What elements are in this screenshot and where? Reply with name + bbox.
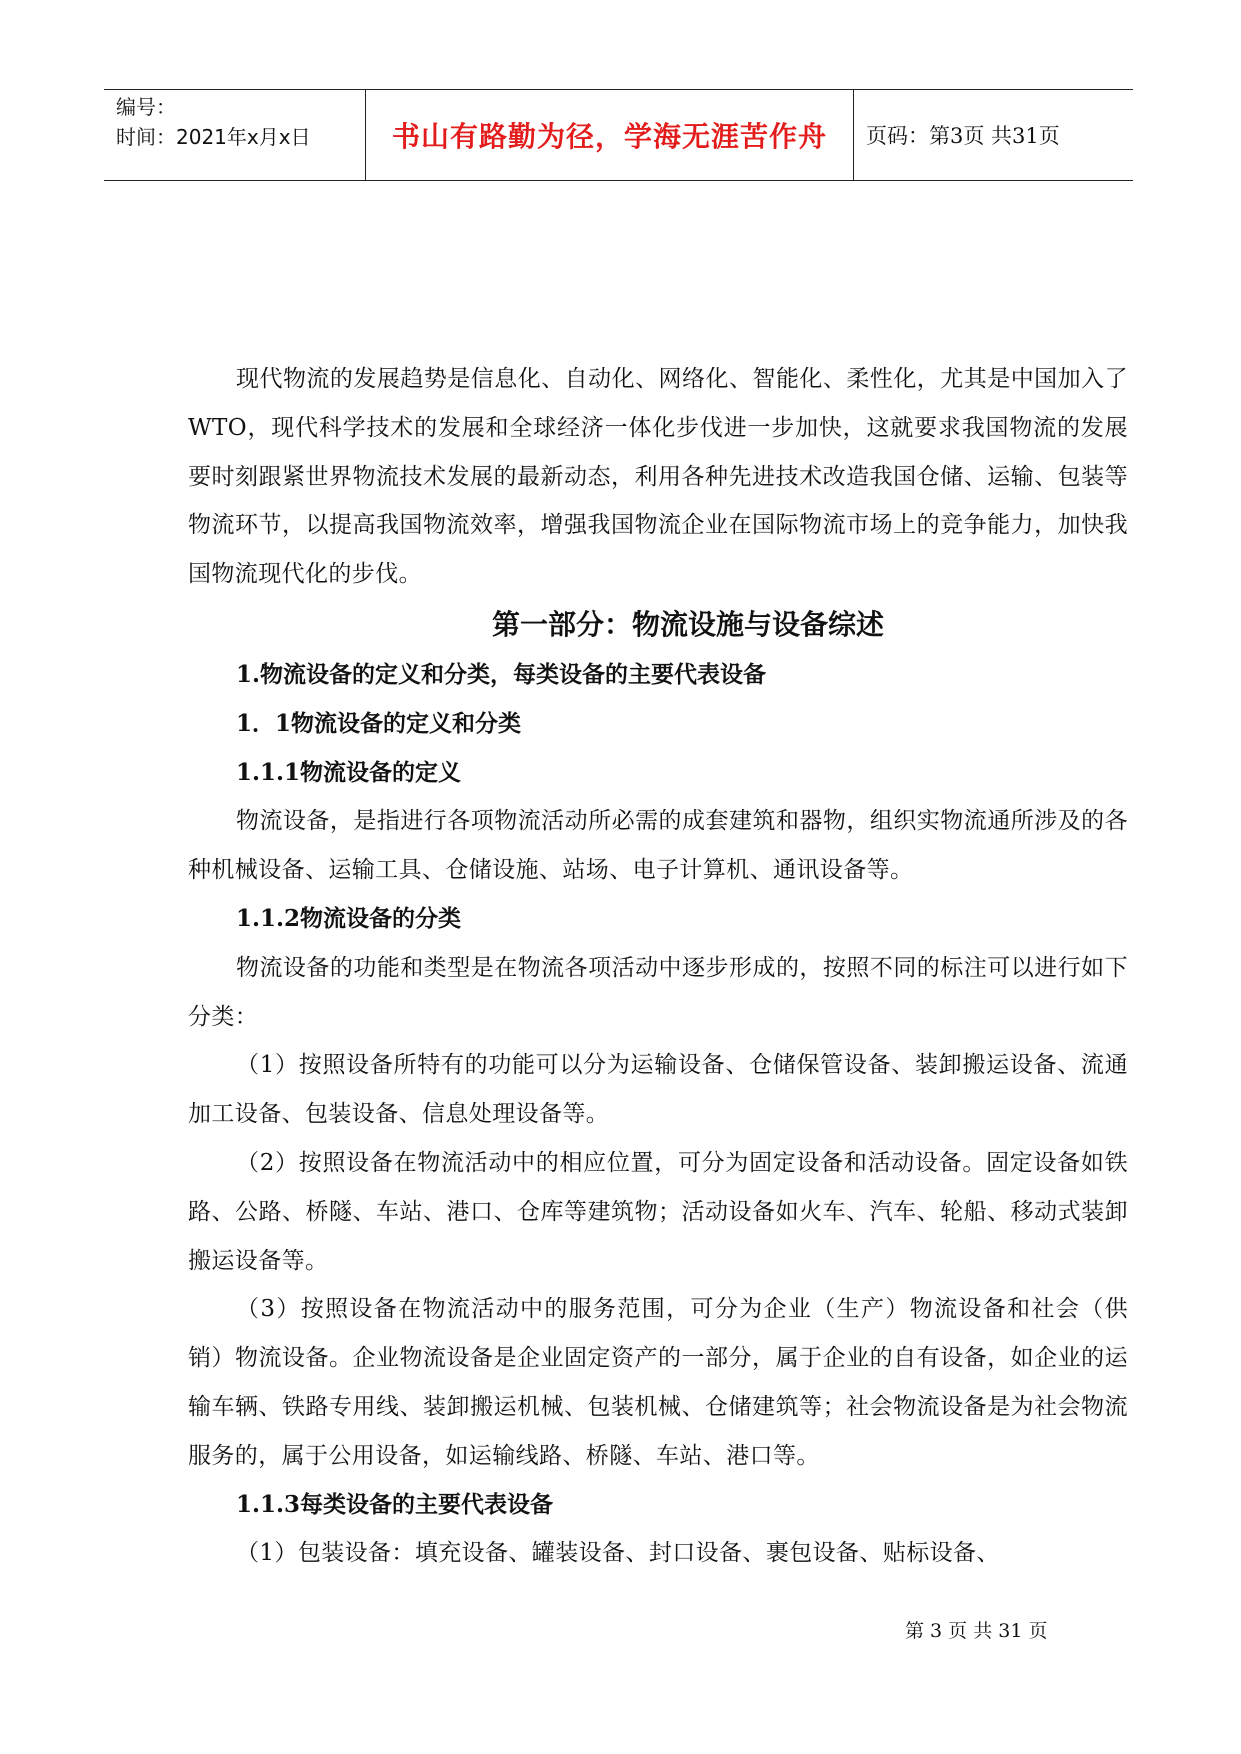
- header-left-cell: [104, 90, 366, 180]
- header-page-info: 页码：第3页 共31页: [866, 124, 1060, 148]
- classification-item-3: （3）按照设备在物流活动中的服务范围，可分为企业（生产）物流设备和社会（供销）物流设备。企业物流设备是企业固定资产的一部分，属于企业的自有设备，如企业的运输车辆、铁路专用线、装卸搬运机械、包装机械、仓储建筑等；社会物流设备是为社会物流服务的，属于公用设备，如运输线路、桥隧、车站、港口等。: [188, 1296, 1128, 1469]
- document-number-label: 编号：: [116, 95, 176, 119]
- document-body: [188, 355, 1128, 1578]
- heading-1-1-3: 1.1.3每类设备的主要代表设备: [236, 1490, 554, 1518]
- section-title: 第一部分：物流设施与设备综述: [491, 607, 884, 641]
- definition-paragraph: 物流设备，是指进行各项物流活动所必需的成套建筑和器物，组织实物流通所涉及的各种机械设备、运输工具、仓储设施、站场、电子计算机、通讯设备等。: [188, 808, 1128, 884]
- classification-item-1: （1）按照设备所特有的功能可以分为运输设备、仓储保管设备、装卸搬运设备、流通加工设备、包装设备、信息处理设备等。: [188, 1052, 1128, 1128]
- heading-1-1: 1．1物流设备的定义和分类: [236, 709, 522, 737]
- page-footer: 第 3 页 共 31 页: [905, 1620, 1048, 1642]
- heading-1: 1.物流设备的定义和分类，每类设备的主要代表设备: [236, 660, 767, 688]
- page-header: [104, 89, 1133, 181]
- header-motto: 书山有路勤为径，学海无涯苦作舟: [391, 120, 827, 153]
- classification-paragraph: 物流设备的功能和类型是在物流各项活动中逐步形成的，按照不同的标注可以进行如下分类：: [188, 954, 1128, 1030]
- header-right-cell: [854, 90, 1133, 180]
- heading-1-1-2: 1.1.2物流设备的分类: [236, 904, 462, 932]
- classification-item-2: （2）按照设备在物流活动中的相应位置，可分为固定设备和活动设备。固定设备如铁路、公路、桥隧、车站、港口、仓库等建筑物；活动设备如火车、汽车、轮船、移动式装卸搬运设备等。: [188, 1149, 1128, 1274]
- representative-item-1: （1）包装设备：填充设备、罐装设备、封口设备、裹包设备、贴标设备、: [236, 1540, 1000, 1567]
- header-middle-cell: [366, 90, 854, 180]
- heading-1-1-1: 1.1.1物流设备的定义: [236, 758, 462, 786]
- document-time-label: 时间：2021年x月x日: [116, 125, 311, 149]
- intro-paragraph: 现代物流的发展趋势是信息化、自动化、网络化、智能化、柔性化，尤其是中国加入了WTO，现代科学技术的发展和全球经济一体化步伐进一步加快，这就要求我国物流的发展要时刻跟紧世界物流技术发展的最新动态，利用各种先进技术改造我国仓储、运输、包装等物流环节，以提高我国物流效率，增强我国物流企业在国际物流市场上的竞争能力，加快我国物流现代化的步伐。: [188, 366, 1128, 588]
